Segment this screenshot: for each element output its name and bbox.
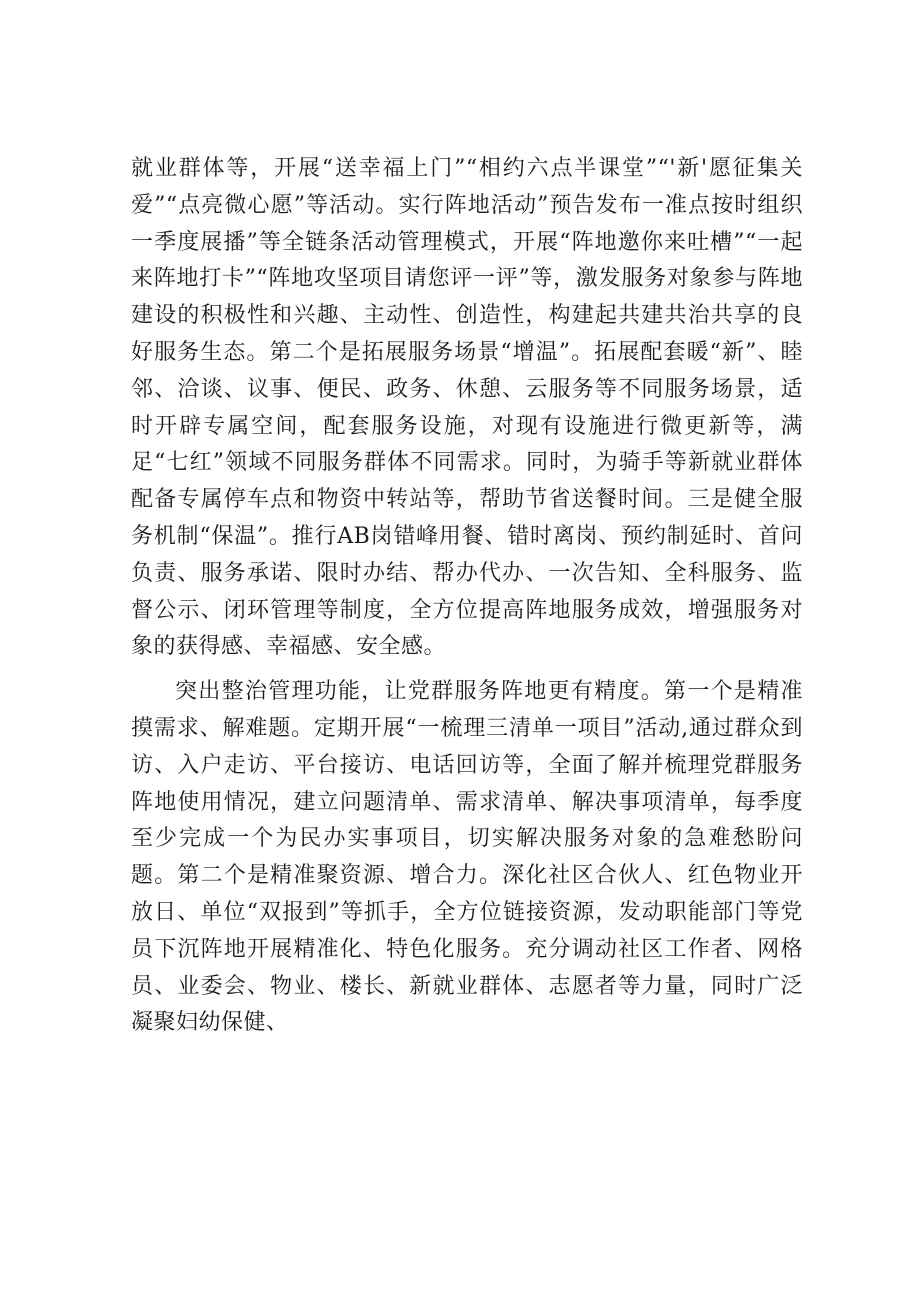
paragraph-governance-management: 突出整治管理功能，让党群服务阵地更有精度。第一个是精准摸需求、解难题。定期开展“一梳理三清单一项目”活动,通过群众到访、入户走访、平台接访、电话回访等，全面了解并梳理党群服务阵地使用情况，建立问题清单、需求清单、解决事项清单，每季度至少完成一个为民办实事项目，切实解决服务对象的急难愁盼问题。第二个是精准聚资源、增合力。深化社区合伙人、红色物业开放日、单位“双报到”等抓手，全方位链接资源，发动职能部门等党员下沉阵地开展精准化、特色化服务。充分调动社区工作者、网格员、业委会、物业、楼长、新就业群体、志愿者等力量，同时广泛凝聚妇幼保健、	[131, 679, 803, 1036]
paragraph-service-scenarios: 就业群体等，开展“送幸福上门”“相约六点半课堂”“'新'愿征集关爱”“点亮微心愿”等活动。实行阵地活动”预告发布一准点按时组织一季度展播”等全链条活动管理模式，开展“阵地邀你来吐槽”“一起来阵地打卡”“阵地攻坚项目请您评一评”等，激发服务对象参与阵地建设的积极性和兴趣、主动性、创造性，构建起共建共治共享的良好服务生态。第二个是拓展服务场景“增温”。拓展配套暖“新”、睦邻、洽谈、议事、便民、政务、休憩、云服务等不同服务场景，适时开辟专属空间，配套服务设施，对现有设施进行微更新等，满足“七红”领域不同服务群体不同需求。同时，为骑手等新就业群体配备专属停车点和物资中转站等，帮助节省送餐时间。三是健全服务机制“保温”。推行AB岗错峰用餐、错时离岗、预约制延时、首问负责、服务承诺、限时办结、帮办代办、一次告知、全科服务、监督公示、闭环管理等制度，全方位提高阵地服务成效，增强服务对象的获得感、幸福感、安全感。	[131, 156, 803, 660]
document-body	[131, 151, 803, 1042]
